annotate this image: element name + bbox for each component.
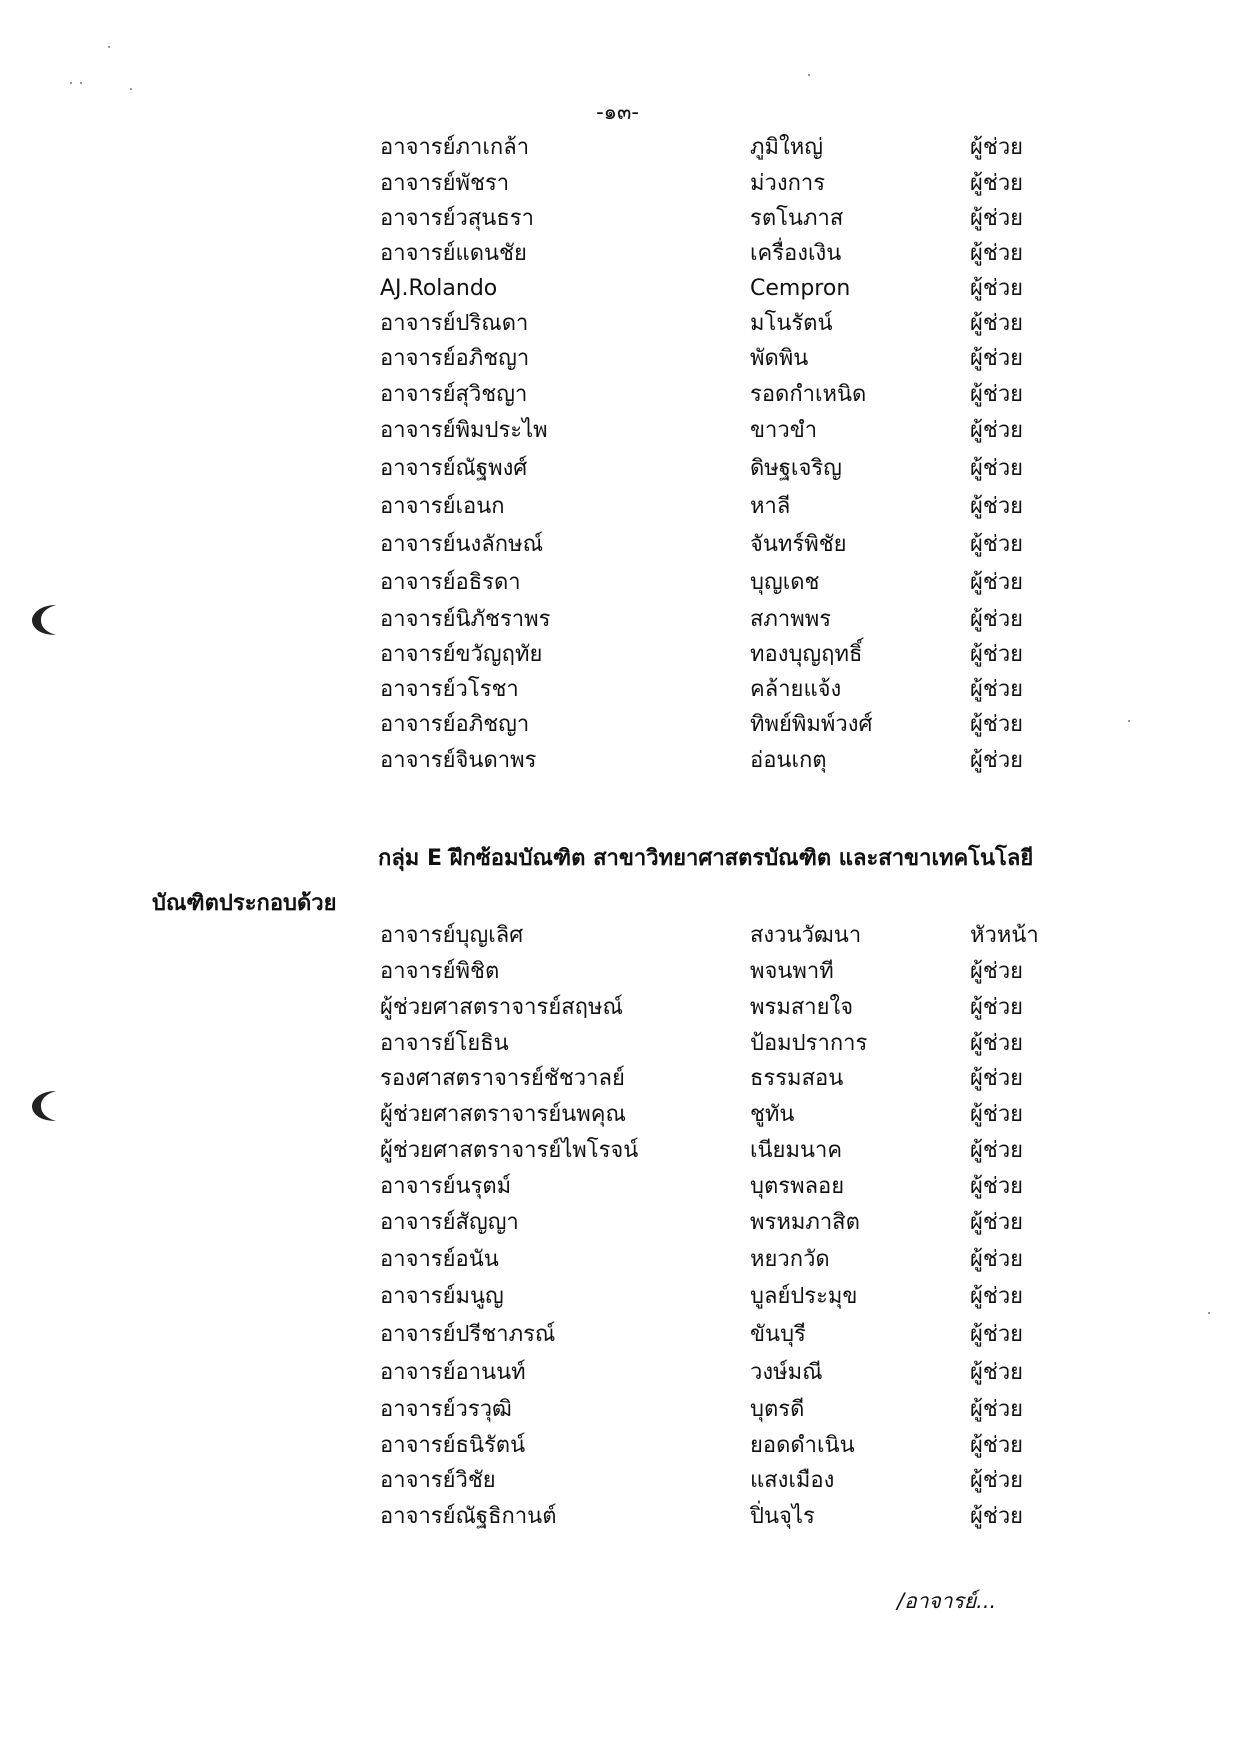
name-cell: อาจารย์ปริณดา [380,311,529,336]
name-cell: อาจารย์วิชัย [380,1468,496,1493]
role-cell: ผู้ช่วย [970,1322,1024,1347]
name-cell: ผู้ช่วยศาสตราจารย์นพคุณ [380,1102,626,1127]
role-cell: ผู้ช่วย [970,959,1024,984]
role-cell: ผู้ช่วย [970,1397,1024,1422]
role-cell: ผู้ช่วย [970,1247,1024,1272]
table-row [0,490,1235,524]
name-cell: อาจารย์พิมประไพ [380,418,548,443]
page-number: -๑๓- [596,100,639,124]
role-cell: ผู้ช่วย [970,1066,1024,1091]
name-cell: AJ.Rolando [380,276,498,301]
surname-cell: พรมสายใจ [750,995,854,1020]
table-row [0,919,1235,953]
table-row [0,1170,1235,1204]
role-cell: ผู้ช่วย [970,135,1024,160]
continuation-footer: /อาจารย์... [897,1589,997,1613]
role-cell: ผู้ช่วย [970,418,1024,443]
name-cell: อาจารย์สัญญา [380,1210,519,1235]
role-cell: ผู้ช่วย [970,206,1024,231]
name-cell: อาจารย์อภิชญา [380,712,530,737]
surname-cell: วงษ์มณี [750,1360,823,1385]
role-cell: ผู้ช่วย [970,642,1024,667]
surname-cell: จันทร์พิชัย [750,532,847,557]
scan-speck [108,46,110,48]
table-row [0,1134,1235,1168]
role-cell: ผู้ช่วย [970,1210,1024,1235]
role-cell: ผู้ช่วย [970,1174,1024,1199]
name-cell: อาจารย์พิชิต [380,959,500,984]
surname-cell: สงวนวัฒนา [750,923,862,948]
name-cell: อาจารย์ณัฐพงศ์ [380,456,528,481]
table-row [0,1393,1235,1427]
surname-cell: บุตรดี [750,1397,805,1422]
surname-cell: คล้ายแจ้ง [750,677,842,702]
scan-speck [130,88,132,90]
surname-cell: ทองบุญฤทธิ์ [750,642,863,667]
table-row [0,1356,1235,1390]
name-cell: อาจารย์ธนิรัตน์ [380,1433,526,1458]
table-row [0,202,1235,236]
surname-cell: หยวกวัด [750,1247,830,1272]
name-cell: อาจารย์วรวุฒิ [380,1397,512,1422]
table-row [0,1280,1235,1314]
surname-cell: พรหมภาสิต [750,1210,860,1235]
role-cell: ผู้ช่วย [970,171,1024,196]
surname-cell: ขันบุรี [750,1322,806,1347]
name-cell: อาจารย์นรุตม์ [380,1174,512,1199]
role-cell: ผู้ช่วย [970,1284,1024,1309]
table-row [0,1098,1235,1132]
role-cell: หัวหน้า [970,923,1039,948]
name-cell: อาจารย์ขวัญฤทัย [380,642,543,667]
surname-cell: รตโนภาส [750,206,844,231]
group-e-heading: กลุ่ม E ฝึกซ้อมบัณฑิต สาขาวิทยาศาสตรบัณฑิต และสาขาเทคโนโลยี [378,846,1034,871]
surname-cell: ยอดดำเนิน [750,1433,855,1458]
role-cell: ผู้ช่วย [970,570,1024,595]
name-cell: อาจารย์จินดาพร [380,748,537,773]
surname-cell: Cempron [750,276,851,301]
role-cell: ผู้ช่วย [970,1504,1024,1529]
role-cell: ผู้ช่วย [970,1468,1024,1493]
role-cell: ผู้ช่วย [970,494,1024,519]
group-e-heading-continuation: บัณฑิตประกอบด้วย [152,891,337,916]
surname-cell: ดิษฐเจริญ [750,456,842,481]
surname-cell: บูลย์ประมุข [750,1284,858,1309]
table-row [0,167,1235,201]
surname-cell: ธรรมสอน [750,1066,844,1091]
table-row [0,1318,1235,1352]
role-cell: ผู้ช่วย [970,276,1024,301]
surname-cell: ทิพย์พิมพ์วงศ์ [750,712,873,737]
name-cell: อาจารย์ปรีชาภรณ์ [380,1322,556,1347]
role-cell: ผู้ช่วย [970,311,1024,336]
name-cell: อาจารย์ณัฐธิกานต์ [380,1504,557,1529]
name-cell: อาจารย์วสุนธรา [380,206,534,231]
surname-cell: ปิ่นจุไร [750,1504,815,1529]
role-cell: ผู้ช่วย [970,532,1024,557]
table-row [0,272,1235,306]
name-cell: ผู้ช่วยศาสตราจารย์ไพโรจน์ [380,1138,639,1163]
table-row [0,1464,1235,1498]
role-cell: ผู้ช่วย [970,1138,1024,1163]
scan-speck [70,82,72,84]
surname-cell: ขาวขำ [750,418,818,443]
table-row [0,744,1235,778]
name-cell: อาจารย์เอนก [380,494,505,519]
table-row [0,1429,1235,1463]
surname-cell: พจนพาที [750,959,834,984]
name-cell: อาจารย์มนูญ [380,1284,504,1309]
role-cell: ผู้ช่วย [970,748,1024,773]
surname-cell: พัดพิน [750,346,809,371]
scan-speck [808,74,810,76]
surname-cell: บุตรพลอย [750,1174,845,1199]
name-cell: อาจารย์ภาเกล้า [380,135,530,160]
name-cell: อาจารย์บุญเลิศ [380,923,524,948]
name-cell: อาจารย์สุวิชญา [380,382,528,407]
table-row [0,673,1235,707]
name-cell: อาจารย์โยธิน [380,1031,509,1056]
role-cell: ผู้ช่วย [970,1433,1024,1458]
table-row [0,342,1235,376]
name-cell: ผู้ช่วยศาสตราจารย์สฤษณ์ [380,995,623,1020]
surname-cell: เครื่องเงิน [750,241,842,266]
name-cell: อาจารย์อานนท์ [380,1360,526,1385]
role-cell: ผู้ช่วย [970,712,1024,737]
surname-cell: ม่วงการ [750,171,826,196]
role-cell: ผู้ช่วย [970,677,1024,702]
name-cell: อาจารย์พัชรา [380,171,510,196]
table-row [0,638,1235,672]
name-cell: อาจารย์อภิชญา [380,346,530,371]
role-cell: ผู้ช่วย [970,382,1024,407]
role-cell: ผู้ช่วย [970,1360,1024,1385]
table-row [0,955,1235,989]
role-cell: ผู้ช่วย [970,607,1024,632]
table-row [0,566,1235,600]
role-cell: ผู้ช่วย [970,1031,1024,1056]
role-cell: ผู้ช่วย [970,1102,1024,1127]
name-cell: อาจารย์อธิรดา [380,570,521,595]
table-row [0,237,1235,271]
surname-cell: อ่อนเกตุ [750,748,827,773]
surname-cell: ป้อมปราการ [750,1031,868,1056]
table-row [0,1500,1235,1534]
name-cell: อาจารย์นงลักษณ์ [380,532,544,557]
table-row [0,991,1235,1025]
role-cell: ผู้ช่วย [970,456,1024,481]
surname-cell: บุญเดช [750,570,820,595]
surname-cell: ภูมิใหญ่ [750,135,823,160]
surname-cell: แสงเมือง [750,1468,835,1493]
name-cell: รองศาสตราจารย์ชัชวาลย์ [380,1066,625,1091]
table-row [0,603,1235,637]
surname-cell: หาลี [750,494,791,519]
table-row [0,1206,1235,1240]
table-row [0,1027,1235,1061]
table-row [0,378,1235,412]
surname-cell: เนียมนาค [750,1138,843,1163]
table-row [0,414,1235,448]
table-row [0,452,1235,486]
table-row [0,708,1235,742]
table-row [0,307,1235,341]
role-cell: ผู้ช่วย [970,995,1024,1020]
role-cell: ผู้ช่วย [970,241,1024,266]
name-cell: อาจารย์แดนชัย [380,241,527,266]
surname-cell: มโนรัตน์ [750,311,833,336]
table-row [0,1243,1235,1277]
table-row [0,1062,1235,1096]
name-cell: อาจารย์นิภัชราพร [380,607,551,632]
role-cell: ผู้ช่วย [970,346,1024,371]
surname-cell: รอดกำเหนิด [750,382,867,407]
surname-cell: สภาพพร [750,607,832,632]
scan-speck [80,82,82,84]
surname-cell: ชูทัน [750,1102,795,1127]
name-cell: อาจารย์อนัน [380,1247,499,1272]
table-row [0,131,1235,165]
name-cell: อาจารย์วโรชา [380,677,519,702]
table-row [0,528,1235,562]
